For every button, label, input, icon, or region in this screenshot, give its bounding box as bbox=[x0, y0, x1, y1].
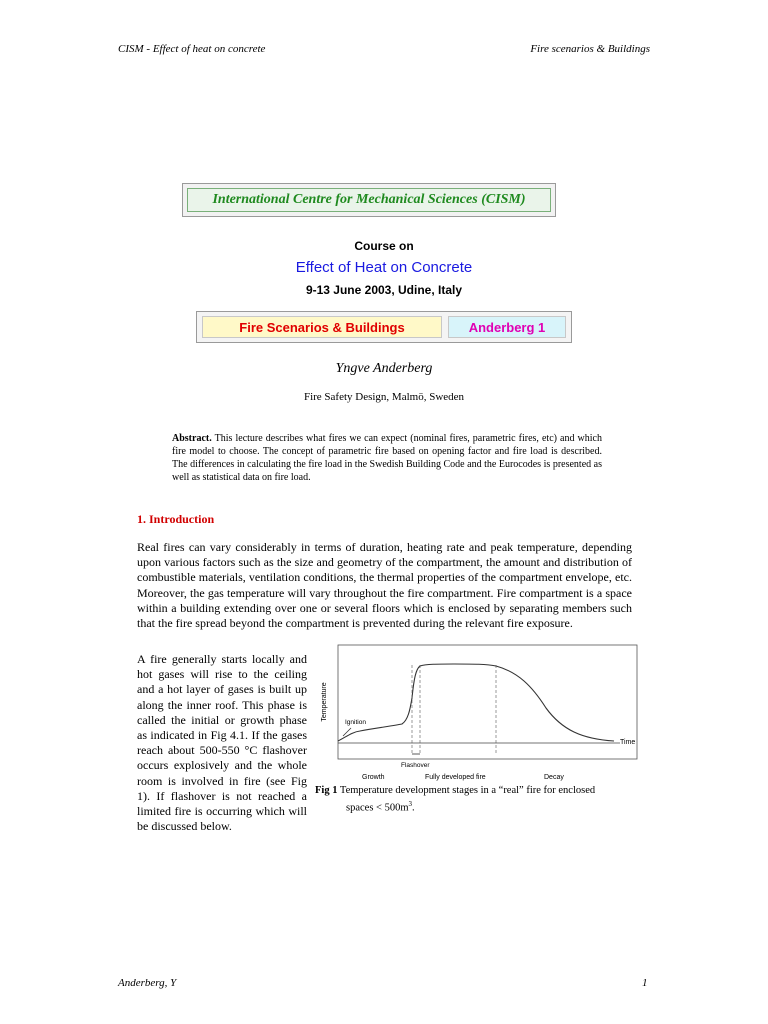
institution-box bbox=[182, 183, 556, 217]
topic-code: Anderberg 1 bbox=[448, 316, 566, 338]
fire-temperature-figure bbox=[314, 642, 638, 784]
course-dates: 9-13 June 2003, Udine, Italy bbox=[305, 283, 463, 297]
section-heading: 1. Introduction bbox=[137, 512, 215, 526]
header-right: Fire scenarios & Buildings bbox=[530, 43, 650, 55]
abstract-text: This lecture describes what fires we can expect (nominal fires, parametric fires, etc) and which fire model to choose. The concept of parametric fire based on opening factor and fire load is described. The differences in calculating the fire load in the Swedish Building Code and the Eurocodes is presented as well as statistical data on fire load. bbox=[172, 433, 602, 483]
intro-paragraph: Real fires can vary considerably in terms of duration, heating rate and peak temperature, depending upon various factors such as the size and geometry of the compartment, the amount and distribution of combustible materials, ventilation conditions, the thermal properties of the compartment envelope, etc. Moreover, the gas temperature will vary throughout the fire compartment. Fire compartment is a space within a building extending over one or several floors which is enclosed by separating members such that the fire spread beyond the compartment is prevented during the relevant fire exposure. bbox=[137, 540, 632, 631]
flashover-label: Flashover bbox=[401, 762, 430, 769]
page-number: 1 bbox=[642, 977, 648, 989]
author-name: Yngve Anderberg bbox=[335, 361, 433, 376]
topic-title: Fire Scenarios & Buildings bbox=[202, 316, 442, 338]
institution-title: International Centre for Mechanical Sciences (CISM) bbox=[187, 188, 551, 212]
caption-label: Fig 1 bbox=[315, 785, 338, 796]
header-left: CISM - Effect of heat on concrete bbox=[118, 43, 266, 55]
footer-author: Anderberg, Y bbox=[118, 977, 177, 989]
y-axis-label: Temperature bbox=[321, 682, 328, 722]
abstract bbox=[172, 432, 602, 484]
course-title: Effect of Heat on Concrete bbox=[295, 259, 473, 276]
fire-paragraph: A fire generally starts locally and hot gases will rise to the ceiling and a hot layer of gases is built up along the inner roof. This phase is called the initial or growth phase as indicated in Fig 4.1. If the gases reach about 500-550 °C flashover occurs explosively and the whole room is involved in fire (see Fig 1). If flashover is not reached a limited fire is occurring which will be discussed below. bbox=[137, 652, 307, 834]
abstract-label: Abstract. bbox=[172, 433, 212, 444]
caption-text-2: spaces < 500m bbox=[346, 802, 409, 813]
temperature-curve bbox=[338, 664, 614, 741]
stage-growth: Growth bbox=[362, 774, 385, 781]
caption-sup: 3 bbox=[408, 799, 412, 808]
figure-frame bbox=[338, 645, 637, 759]
caption-end: . bbox=[412, 802, 415, 813]
stage-decay: Decay bbox=[544, 774, 564, 781]
ignition-label: Ignition bbox=[345, 719, 366, 726]
affiliation: Fire Safety Design, Malmö, Sweden bbox=[303, 391, 465, 403]
topic-box bbox=[196, 311, 572, 343]
figure-caption bbox=[315, 785, 637, 815]
caption-text: Temperature development stages in a “real” fire for enclosed bbox=[339, 785, 596, 796]
course-label: Course on bbox=[354, 239, 414, 253]
x-axis-label: Time bbox=[620, 739, 636, 746]
stage-fully-developed: Fully developed fire bbox=[425, 774, 486, 781]
